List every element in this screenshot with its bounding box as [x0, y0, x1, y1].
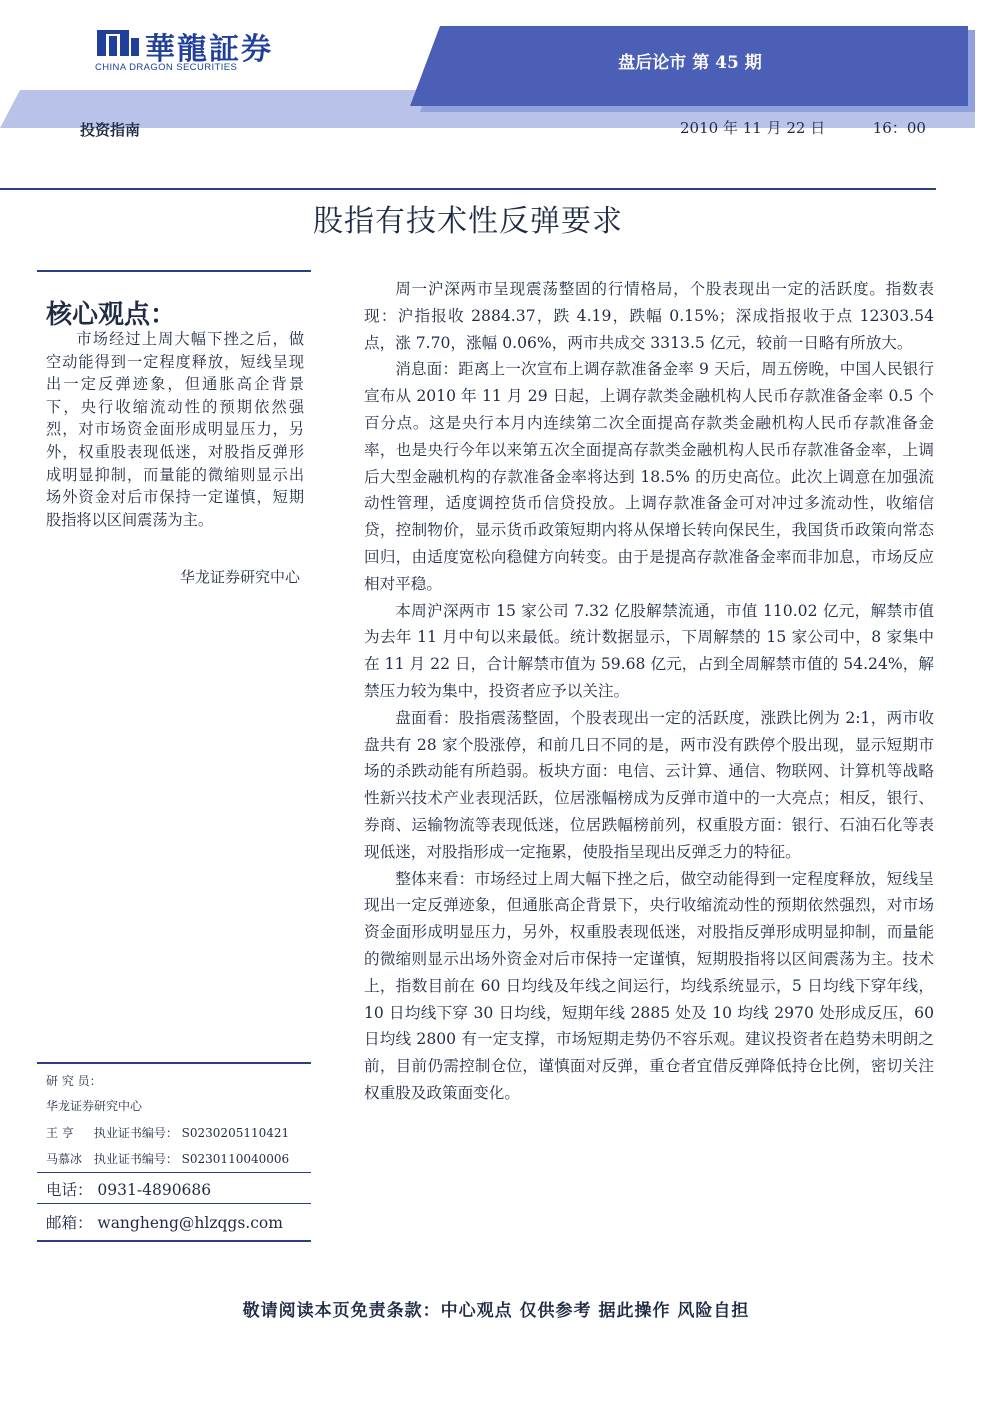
analyst-label: 研 究 员： — [46, 1074, 102, 1088]
disclaimer-footer: 敬请阅读本页免责条款：中心观点 仅供参考 据此操作 风险自担 — [242, 1301, 750, 1321]
analyst-cert: S0230110040006 — [181, 1152, 290, 1166]
paragraph-unlock: 本周沪深两市 15 家公司 7.32 亿股解禁流通，市值 110.02 亿元，解禁市值为去年 11 月中旬以来最低。统计数据显示，下周解禁的 15 家公司中，8 家集中在 11 月 22 日，合计解禁市值为 59.68 亿元，占到全周解禁市值的 54.24%，解禁压力较为集中，投资者应予以关注。 — [364, 601, 934, 700]
analyst-row — [46, 1150, 289, 1167]
paragraph-news: 消息面：距离上一次宣布上调存款准备金率 9 天后，周五傍晚，中国人民银行宣布从 2010 年 11 月 29 日起，上调存款类金融机构人民币存款准备金率 0.5 个百分点。这是央行本月内连续第二次全面提高存款类金融机构人民币存款准备金率，也是央行今年以来第五次全面提高存款类金融机构人民币存款准备金率，上调后大型金融机构的存款准备金率将达到 18.5% 的历史高位。此次上调意在加强流动性管理，适度调控货币信贷投放。上调存款准备金可对冲过多流动性，收缩信贷，控制物价，显示货币政策短期内将从保增长转向保民生，我国货币政策向常态回归，由适度宽松向稳健方向转变。由于是提高存款准备金率而非加息，市场反应相对平稳。 — [364, 360, 934, 593]
analyst-bottom-rule — [37, 1240, 311, 1242]
dragon-logo-icon — [95, 26, 141, 60]
analyst-org: 华龙证券研究中心 — [46, 1099, 143, 1113]
phone-line: 电话： 0931-4890686 — [46, 1181, 212, 1199]
issue-title: 盘后论市 第 45 期 — [618, 53, 762, 73]
paragraph-market: 盘面看：股指震荡整固，个股表现出一定的活跃度，涨跌比例为 2:1，两市收盘共有 28 家个股涨停，和前几日不同的是，两市没有跌停个股出现，显示短期市场的杀跌动能有所趋弱。板块方面：电信、云计算、通信、物联网、计算机等战略性新兴技术产业表现活跃，位居涨幅榜成为反弹市道中的一大亮点；相反，银行、券商、运输物流等表现低迷，位居跌幅榜前列，权重股方面：银行、石油石化等表现低迷，对股指形成一定拖累，使股指呈现出反弹乏力的特征。 — [364, 708, 934, 861]
contact-rule — [37, 1203, 311, 1204]
logo-chinese-name: 華龍証券 — [145, 32, 273, 67]
page-title: 股指有技术性反弹要求 — [313, 204, 623, 239]
analyst-cert-label: 执业证书编号： — [93, 1126, 178, 1140]
analyst-cert-label: 执业证书编号： — [93, 1152, 178, 1166]
analyst-mid-rule — [37, 1172, 311, 1173]
report-date: 2010 年 11 月 22 日 — [680, 119, 826, 137]
paragraph-index: 周一沪深两市呈现震荡整固的行情格局，个股表现出一定的活跃度。指数表现：沪指报收 2884.37，跌 4.19，跌幅 0.15%；深成指报收于点 12303.54 点，涨 7.70，涨幅 0.06%，两市共成交 3313.5 亿元，较前一日略有所放大。 — [364, 280, 934, 352]
section-label: 投资指南 — [80, 121, 141, 139]
analyst-row — [46, 1124, 289, 1141]
date-time-line — [680, 117, 926, 138]
analyst-name: 马慕冰 — [46, 1152, 83, 1166]
analyst-name: 王 亨 — [46, 1126, 74, 1140]
core-view-heading: 核心观点： — [46, 300, 177, 330]
logo-english-name: CHINA DRAGON SECURITIES — [95, 62, 238, 73]
analyst-top-rule — [37, 1062, 311, 1064]
email-line: 邮箱： wangheng@hlzqgs.com — [46, 1214, 283, 1232]
company-logo — [95, 24, 295, 76]
header-divider — [0, 188, 936, 190]
analyst-cert: S0230205110421 — [181, 1126, 290, 1140]
report-time: 16：00 — [872, 119, 926, 137]
core-view-source: 华龙证券研究中心 — [179, 568, 300, 586]
core-top-rule — [37, 270, 311, 272]
paragraph-overall: 整体来看：市场经过上周大幅下挫之后，做空动能得到一定程度释放，短线呈现出一定反弹迹象，但通胀高企背景下，央行收缩流动性的预期依然强烈，对市场资金面形成明显压力，另外，权重股表现低迷，对股指反弹形成明显抑制，而量能的微缩则显示出场外资金对后市保持一定谨慎，短期股指将以区间震荡为主。技术上，指数目前在 60 日均线及年线之间运行，均线系统显示，5 日均线下穿年线，10 日均线下穿 30 日均线，短期年线 2885 处及 10 均线 2970 处形成反压，60 日均线 2800 有一定支撑，市场短期走势仍不容乐观。建议投资者在趋势未明朗之前，目前仍需控制仓位，谨慎面对反弹，重仓者宜借反弹降低持仓比例，密切关注权重股及政策面变化。 — [364, 869, 934, 1102]
report-body — [364, 276, 934, 1107]
core-view-body: 市场经过上周大幅下挫之后，做空动能得到一定程度释放，短线呈现出一定反弹迹象，但通胀高企背景下，央行收缩流动性的预期依然强烈，对市场资金面形成明显压力，另外，权重股表现低迷，对股指反弹形成明显抑制，而量能的微缩则显示出场外资金对后市保持一定谨慎，短期股指将以区间震荡为主。 — [46, 330, 304, 529]
